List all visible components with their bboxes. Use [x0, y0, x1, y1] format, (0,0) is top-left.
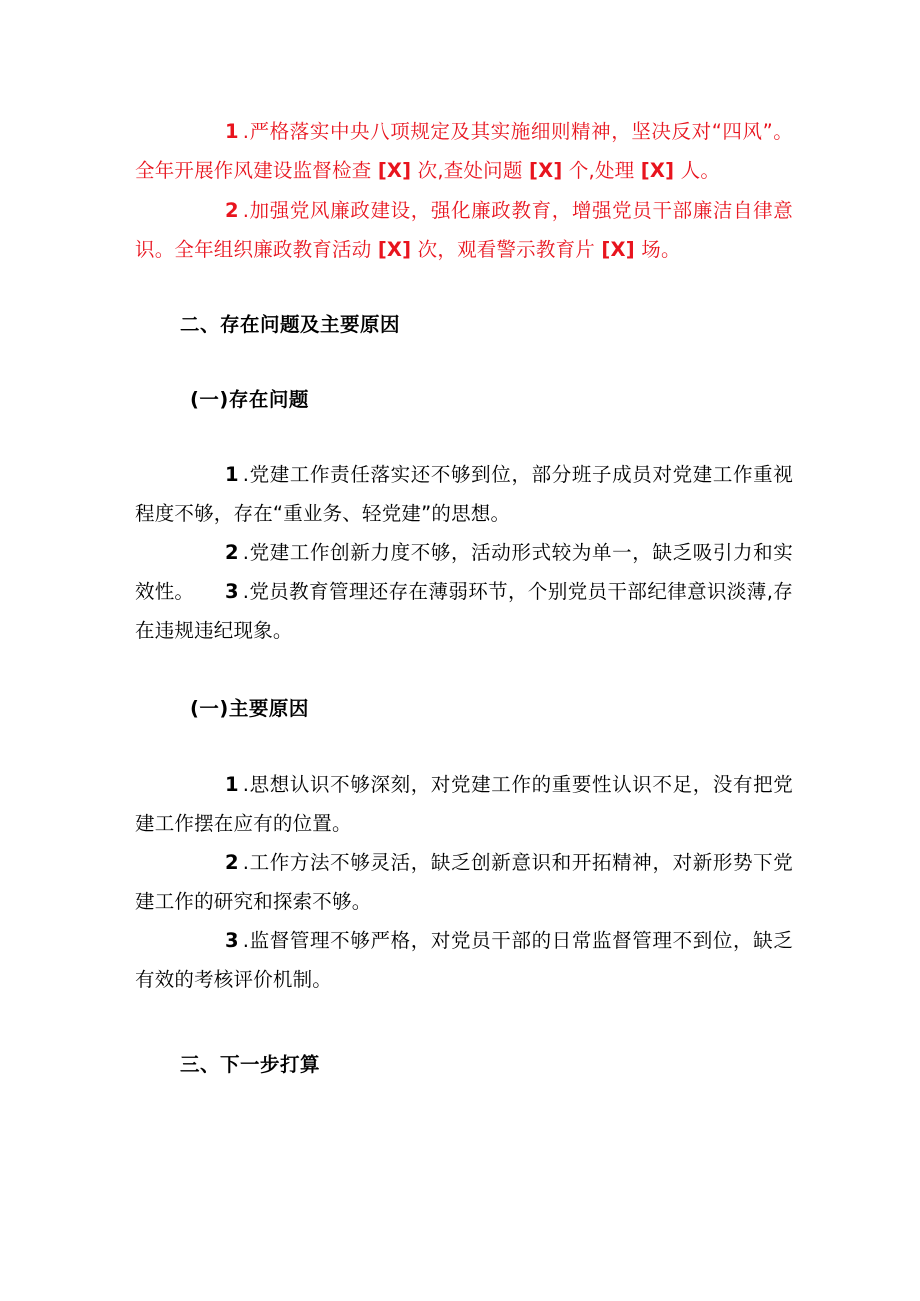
section-3-heading: 三、下一步打算	[180, 1053, 321, 1076]
cause-item-3	[135, 921, 793, 999]
section-2-heading: 二、存在问题及主要原因	[180, 313, 401, 336]
causes-subheading: (一)主要原因	[190, 697, 309, 720]
item-number: 1	[225, 120, 239, 143]
item-text: .党员教育管理还存在薄弱环节，个别党员干部纪律意识淡薄,存在违规违纪现象。	[135, 580, 793, 642]
item-text: 个,处理	[562, 159, 641, 182]
achievement-item-1	[135, 112, 793, 190]
placeholder-count: [X]	[528, 159, 563, 182]
cause-item-1	[135, 765, 793, 843]
placeholder-count: [X]	[377, 159, 412, 182]
cause-item-2	[135, 843, 793, 921]
item-number: 3	[225, 929, 239, 952]
item-text: 次，观看警示教育片	[411, 238, 602, 261]
item-text: .党建工作创新力度不够，活动形式较为单一，缺乏吸引力和实效性。	[135, 541, 793, 603]
placeholder-count: [X]	[640, 159, 675, 182]
item-number: 2	[225, 541, 239, 564]
item-number: 1	[225, 463, 239, 486]
item-text: 次,查处问题	[411, 159, 529, 182]
problem-item-3	[135, 572, 793, 650]
item-text: .思想认识不够深刻，对党建工作的重要性认识不足，没有把党建工作摆在应有的位置。	[135, 773, 793, 835]
placeholder-count: [X]	[601, 238, 635, 261]
item-text: .党建工作责任落实还不够到位，部分班子成员对党建工作重视程度不够，存在“重业务、轻党建”的思想。	[135, 463, 793, 525]
placeholder-count: [X]	[377, 238, 412, 261]
item-number: 2	[225, 851, 239, 874]
problem-item-1	[135, 455, 793, 533]
item-text: .工作方法不够灵活，缺乏创新意识和开拓精神，对新形势下党建工作的研究和探索不够。	[135, 851, 793, 913]
item-text: .严格落实中央八项规定及其实施细则精神，坚决反对“四风”。全年开展作风建设监督检查	[135, 120, 793, 182]
item-number: 2	[225, 199, 239, 222]
item-number: 3	[225, 580, 239, 603]
item-text: .监督管理不够严格，对党员干部的日常监督管理不到位，缺乏有效的考核评价机制。	[135, 929, 793, 991]
item-text: 人。	[674, 159, 721, 182]
item-text: .加强党风廉政建设，强化廉政教育，增强党员干部廉洁自律意识。全年组织廉政教育活动	[135, 199, 793, 261]
item-number: 1	[225, 773, 239, 796]
problems-subheading: (一)存在问题	[190, 388, 309, 411]
item-text: 场。	[634, 238, 681, 261]
achievement-item-2	[135, 191, 793, 269]
